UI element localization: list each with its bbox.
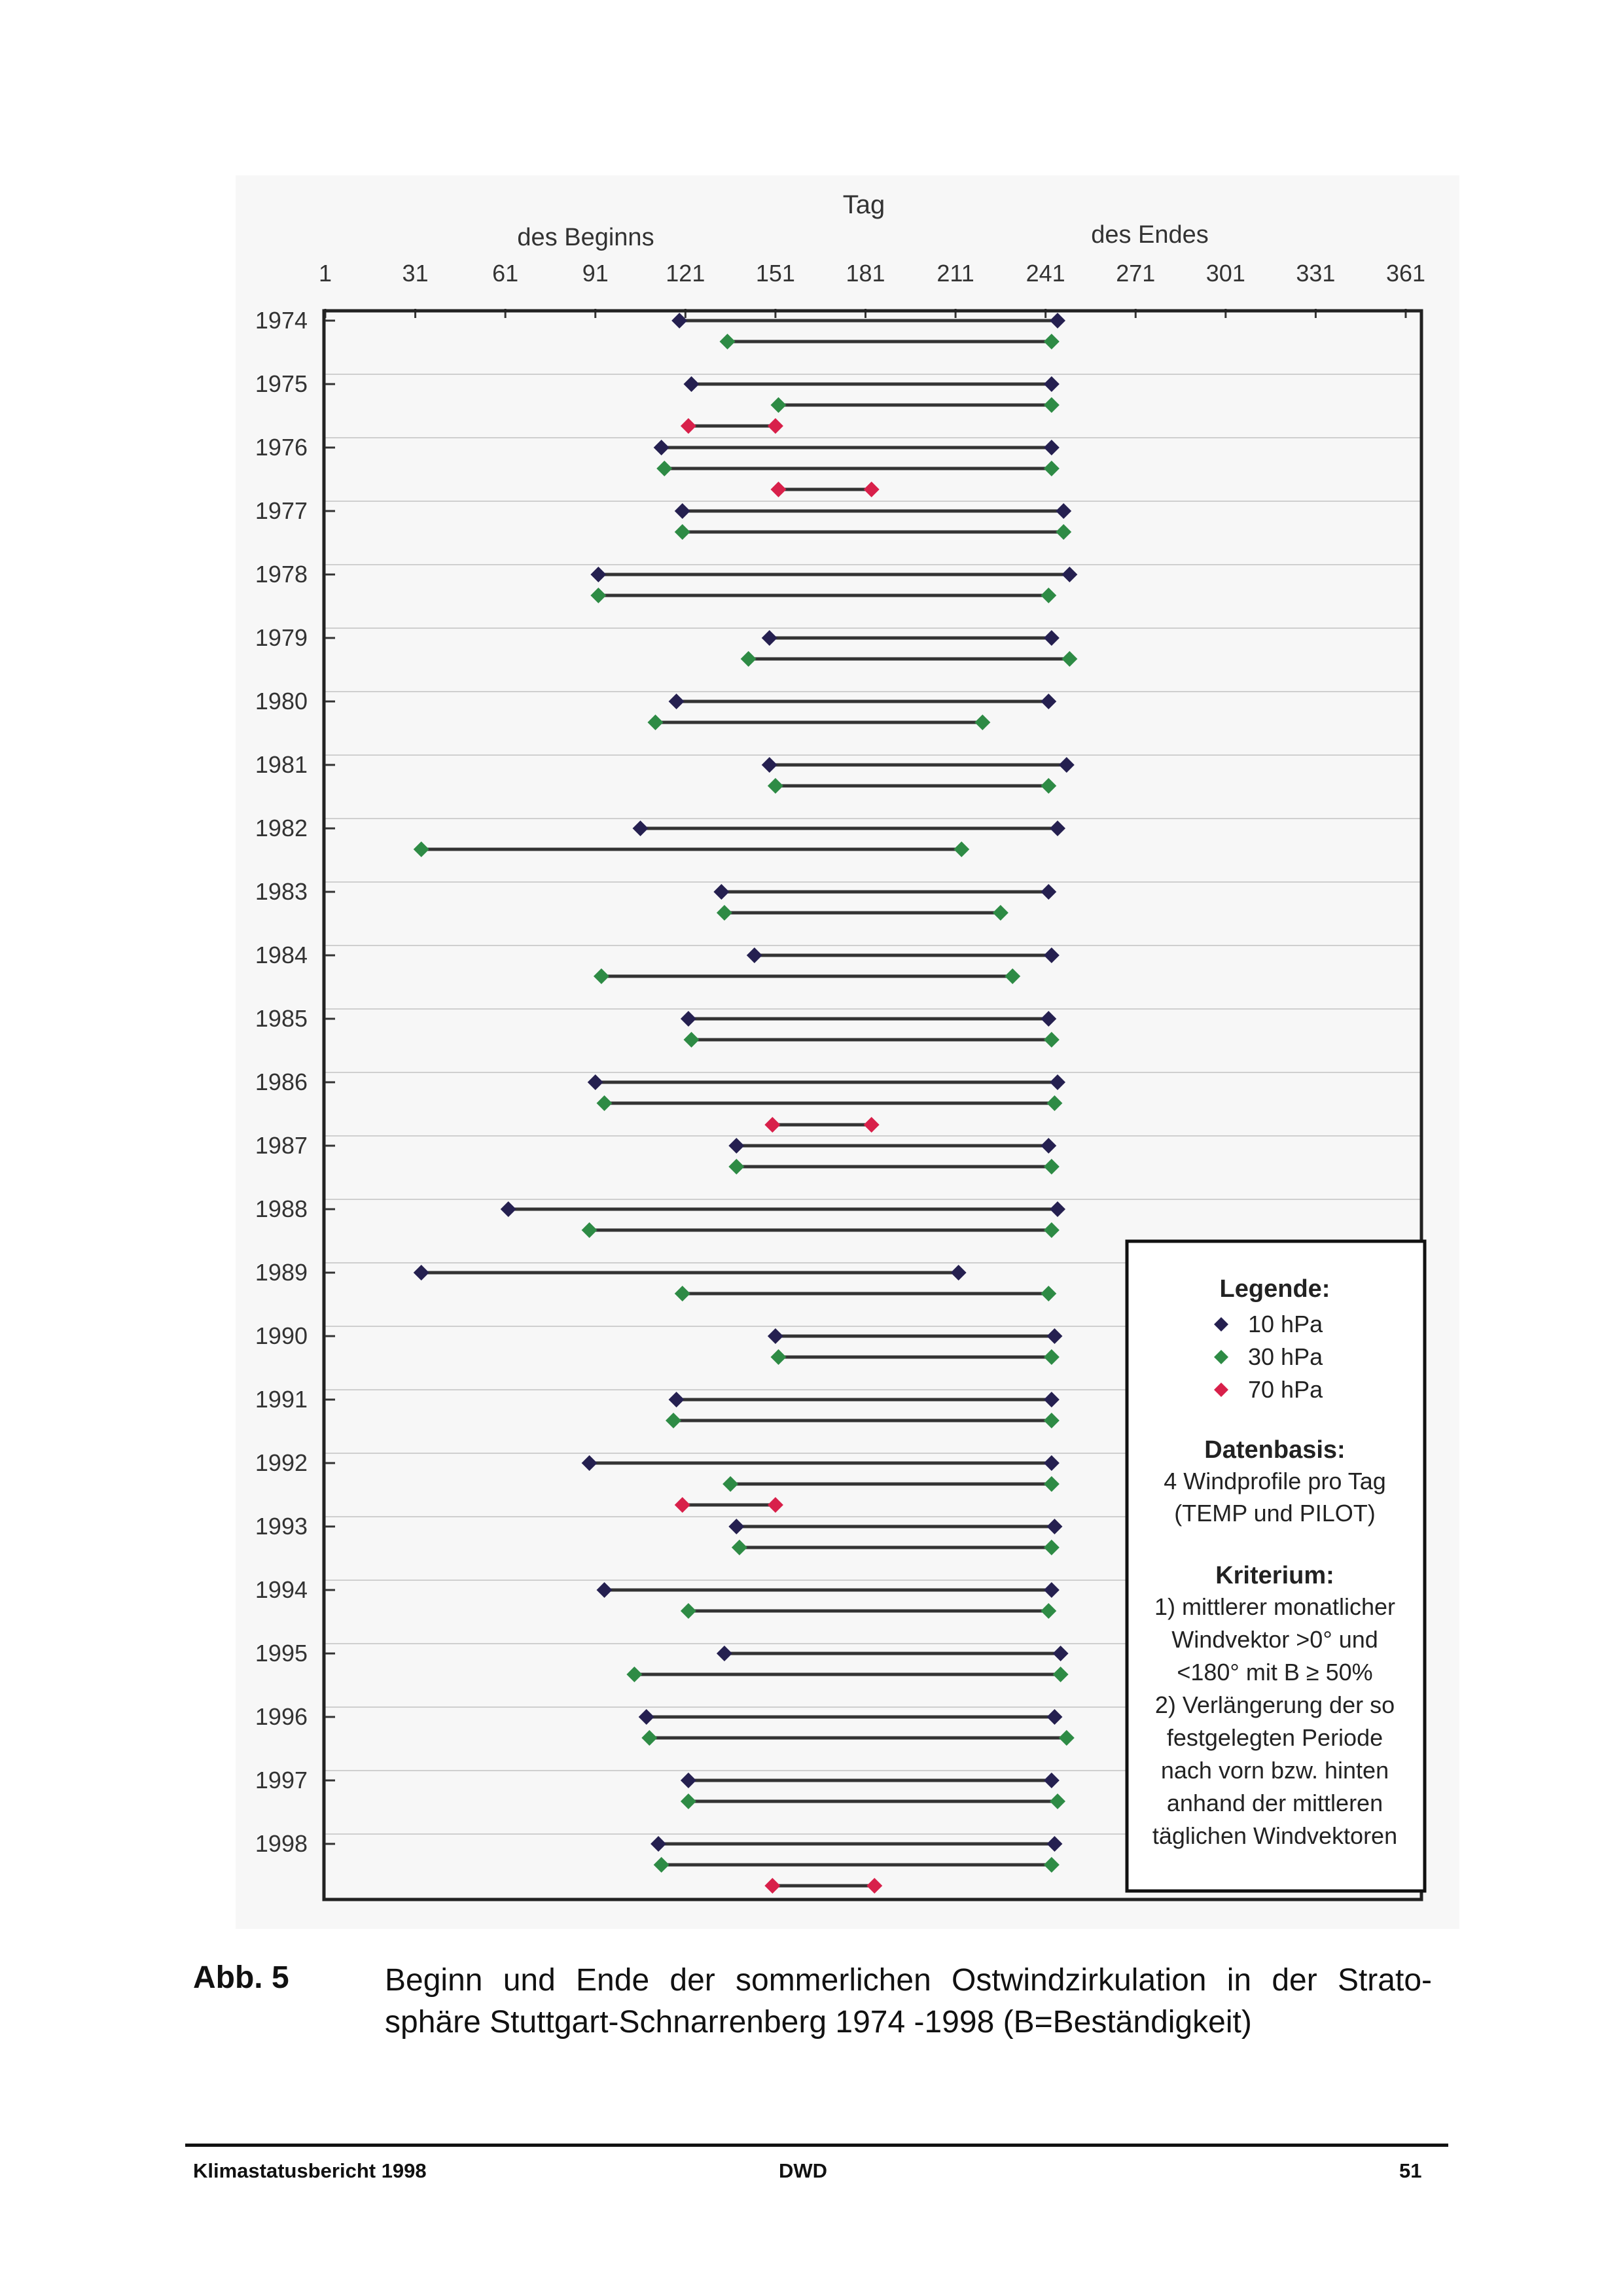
x-tick-label: 211 [936,260,974,287]
x-tick-label: 331 [1296,260,1336,287]
legend-criterion-line: <180° mit B ≥ 50% [1177,1659,1373,1686]
year-label: 1994 [255,1576,308,1603]
year-label: 1998 [255,1830,308,1857]
year-label: 1979 [255,624,308,651]
year-label: 1985 [255,1005,308,1032]
year-label: 1984 [255,942,308,968]
x-tick-label: 1 [318,260,332,287]
year-label: 1995 [255,1640,308,1667]
legend-criterion-line: anhand der mittleren [1166,1790,1383,1816]
year-label: 1982 [255,815,308,841]
legend [1127,1241,1425,1891]
x-tick-label: 61 [492,260,519,287]
caption-text: Beginn und Ende der sommerlichen Ostwindzirkulation in der Strato-sphäre Stuttgart-Schnarrenberg 1974 -1998 (B=Beständigkeit) [385,1963,1432,2040]
year-label: 1977 [255,497,308,524]
year-label: 1978 [255,561,308,588]
year-label: 1992 [255,1449,308,1476]
x-tick-label: 181 [846,260,885,287]
legend-criterion-line: festgelegten Periode [1166,1724,1383,1751]
footer-rule [185,2144,1448,2147]
year-label: 1983 [255,878,308,905]
year-label: 1993 [255,1513,308,1540]
legend-basis-line: 4 Windprofile pro Tag [1164,1468,1386,1494]
x-axis-label-end: des Endes [1091,221,1209,249]
x-tick-label: 121 [666,260,705,287]
year-label: 1990 [255,1322,308,1349]
year-label: 1980 [255,688,308,715]
legend-criterion-line: Windvektor >0° und [1171,1626,1378,1653]
year-label: 1986 [255,1069,308,1095]
x-tick-label: 271 [1116,260,1156,287]
footer-center: DWD [779,2159,828,2182]
legend-criterion-line: nach vorn bzw. hinten [1160,1757,1389,1784]
legend-item-label: 10 hPa [1248,1311,1323,1337]
legend-basis-line: (TEMP und PILOT) [1174,1500,1376,1527]
legend-criterion-title: Kriterium: [1215,1562,1334,1589]
legend-criterion-line: 1) mittlerer monatlicher [1154,1593,1396,1620]
footer-left: Klimastatusbericht 1998 [193,2159,427,2182]
year-label: 1996 [255,1703,308,1730]
year-label: 1974 [255,307,308,334]
x-tick-label: 151 [755,260,795,287]
footer-right: 51 [1399,2159,1422,2182]
year-label: 1988 [255,1195,308,1222]
year-label: 1991 [255,1386,308,1413]
year-label: 1981 [255,751,308,778]
x-tick-label: 241 [1026,260,1065,287]
legend-item-label: 30 hPa [1248,1343,1323,1370]
legend-criterion-line: 2) Verlängerung der so [1154,1691,1395,1718]
legend-criterion-line: täglichen Windvektoren [1152,1822,1398,1849]
year-label: 1989 [255,1259,308,1286]
x-tick-label: 91 [582,260,609,287]
year-label: 1997 [255,1767,308,1793]
year-label: 1987 [255,1132,308,1159]
legend-title: Legende: [1219,1275,1330,1303]
caption-label: Abb. 5 [193,1960,289,1995]
legend-basis-title: Datenbasis: [1204,1436,1346,1464]
x-tick-label: 361 [1385,260,1426,287]
x-tick-label: 31 [402,260,429,287]
x-axis-label-start: des Beginns [517,224,654,251]
chart-title: Tag [842,190,885,219]
year-label: 1976 [255,434,308,461]
year-label: 1975 [255,370,308,397]
x-tick-label: 301 [1205,260,1245,287]
legend-item-label: 70 hPa [1248,1376,1323,1403]
